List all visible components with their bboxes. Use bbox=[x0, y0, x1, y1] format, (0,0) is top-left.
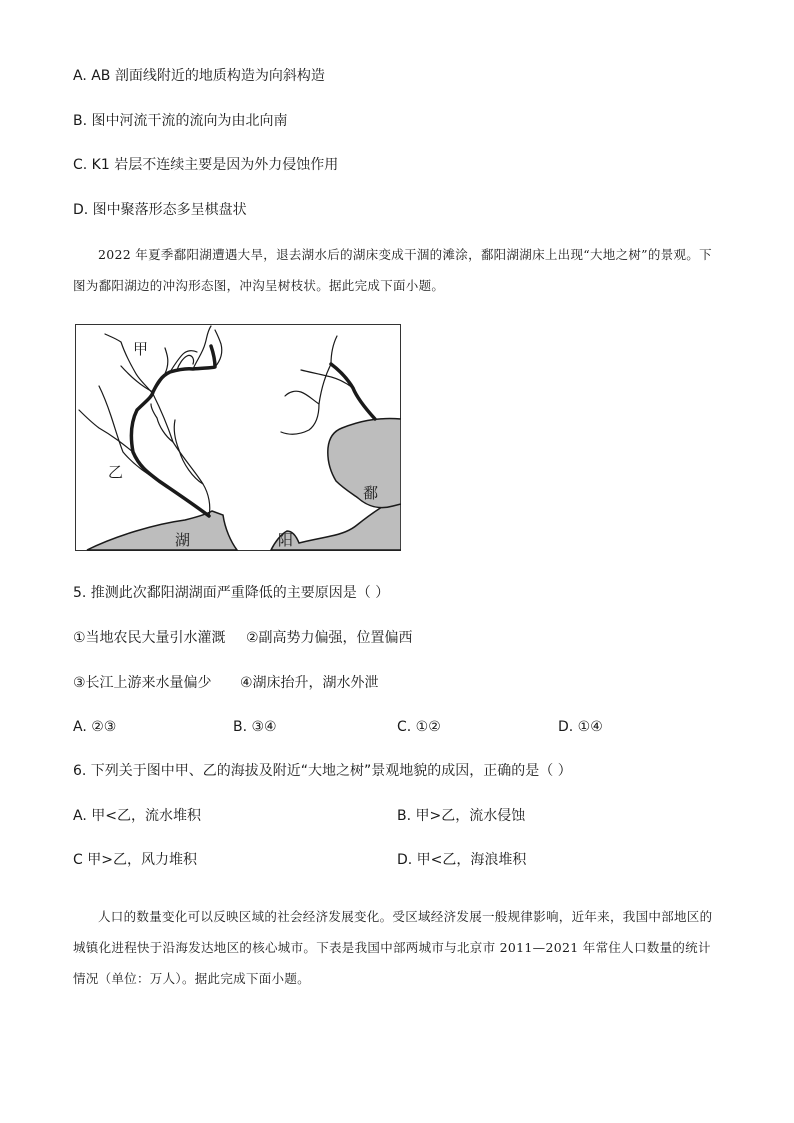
q5-statement-2: ②副高势力偏强，位置偏西 bbox=[246, 630, 413, 646]
label-po: 鄱 bbox=[363, 484, 379, 502]
label-yang: 阳 bbox=[278, 531, 294, 549]
q6-option-c: C 甲>乙，风力堆积 bbox=[73, 852, 197, 868]
q5-statement-1: ①当地农民大量引水灌溉 bbox=[73, 630, 226, 646]
q5-option-c: C. ①② bbox=[397, 719, 441, 735]
option-c-prev: C. K1 岩层不连续主要是因为外力侵蚀作用 bbox=[73, 157, 339, 173]
passage-poyang: 2022 年夏季鄱阳湖遭遇大旱，退去湖水后的湖床变成干涸的滩涂，鄱阳湖湖床上出现“大地之树”的景观。下图为鄱阳湖边的冲沟形态图，冲沟呈树枝状。据此完成下面小题。 bbox=[73, 247, 712, 293]
q6-option-a: A. 甲<乙，流水堆积 bbox=[73, 808, 201, 824]
option-a-prev: A. AB 剖面线附近的地质构造为向斜构造 bbox=[73, 68, 325, 84]
q5-stem: 5. 推测此次鄱阳湖湖面严重降低的主要原因是（ ） bbox=[73, 585, 390, 601]
q5-option-b: B. ③④ bbox=[233, 719, 277, 735]
gully-map bbox=[75, 324, 401, 551]
q6-stem: 6. 下列关于图中甲、乙的海拔及附近“大地之树”景观地貌的成因，正确的是（ ） bbox=[73, 763, 572, 779]
option-b-prev: B. 图中河流干流的流向为由北向南 bbox=[73, 113, 288, 129]
label-jia: 甲 bbox=[133, 340, 149, 358]
q5-option-a: A. ②③ bbox=[73, 719, 117, 735]
q5-statement-4: ④湖床抬升，湖水外泄 bbox=[240, 675, 379, 691]
passage-population: 人口的数量变化可以反映区域的社会经济发展变化。受区域经济发展一般规律影响，近年来，我国中部地区的城镇化进程快于沿海发达地区的核心城市。下表是我国中部两城市与北京市 2011—2021 年常住人口数量的统计情况（单位：万人）。据此完成下面小题。 bbox=[73, 909, 713, 986]
q6-option-d: D. 甲<乙，海浪堆积 bbox=[397, 852, 527, 868]
label-hu: 湖 bbox=[175, 531, 191, 549]
q5-statement-3: ③长江上游来水量偏少 bbox=[73, 675, 212, 691]
q5-option-d: D. ①④ bbox=[558, 719, 603, 735]
option-d-prev: D. 图中聚落形态多呈棋盘状 bbox=[73, 202, 247, 218]
q6-option-b: B. 甲>乙，流水侵蚀 bbox=[397, 808, 526, 824]
gully-map-svg bbox=[75, 324, 401, 551]
label-yi: 乙 bbox=[108, 463, 124, 481]
